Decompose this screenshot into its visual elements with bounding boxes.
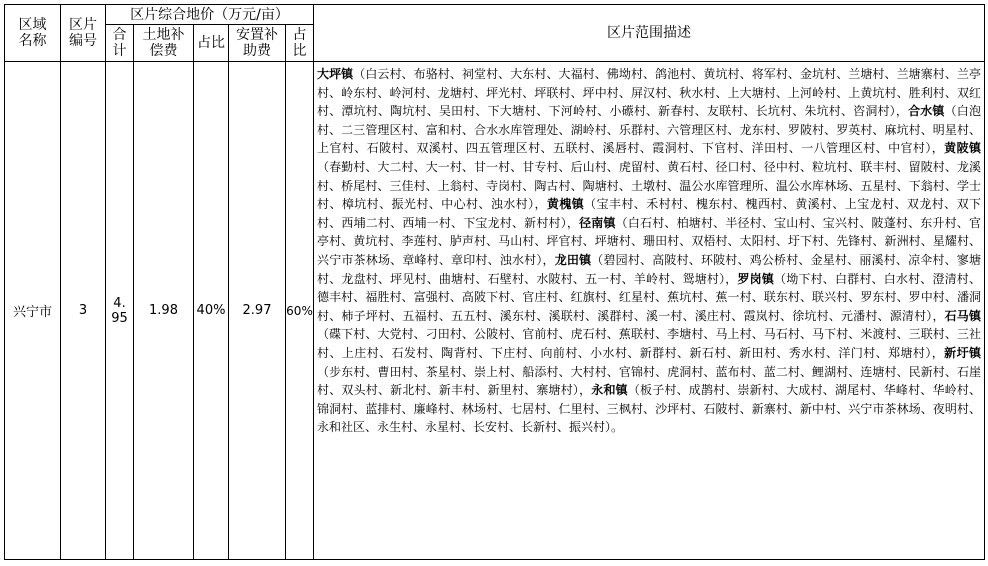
header-total: 合计 [106, 25, 134, 62]
header-region-name: 区域名称 [5, 5, 61, 62]
header-ratio-resettlement: 占比 [286, 25, 314, 62]
region-cell: 兴宁市 [5, 62, 61, 560]
scope-description-cell: 大坪镇（白云村、布骆村、祠堂村、大东村、大福村、佛坳村、鸽池村、黄坑村、将军村、金坑村、兰塘村、兰塘寨村、兰亭村、岭东村、岭河村、龙塘村、坪光村、坪联村、坪中村、屏汉村、秋水村、上大塘村、上河岭村、上黄坑村、胜利村、双红村、潭坑村、陶坑村、吴田村、下大塘村、下河岭村、小礤村、新春村、友联村、长坑村、朱坑村、咨洞村），合水镇（白泡村、二三管理区村、富和村、合水水库管理处、湖岭村、乐群村、六管理区村、龙东村、罗陂村、罗英村、麻坑村、明星村、上官村、石陂村、双溪村、四五管理区村、五联村、溪唇村、霞洞村、下官村、洋田村、一八管理区村、中官村），黄陂镇（春勤村、大二村、大一村、甘一村、甘专村、后山村、虎留村、黄石村、径口村、径中村、粒坑村、联丰村、留陂村、龙溪村、桥尾村、三佳村、上翁村、寺岗村、陶古村、陶塘村、土墩村、温公水库管理所、温公水库林场、五星村、下翁村、学士村、樟坑村、振光村、中心村、浊水村），黄槐镇（宝丰村、禾村村、槐东村、槐西村、黄溪村、上宝龙村、双龙村、双下村、西埔二村、西埔一村、下宝龙村、新村村），径南镇（白石村、柏塘村、半径村、宝山村、宝兴村、陂蓬村、东升村、官亭村、黄坑村、李莲村、胪声村、马山村、坪官村、坪塘村、珊田村、双梧村、太阳村、圩下村、先锋村、新洲村、星耀村、兴宁市茶林场、章峰村、章印村、浊水村），龙田镇（碧园村、高陂村、环陂村、鸡公桥村、金星村、丽溪村、凉伞村、寥塘村、龙盘村、坪见村、曲塘村、石壁村、水陂村、五一村、羊岭村、鸳塘村），罗岗镇（坳下村、白群村、白水村、澄清村、德丰村、福胜村、富强村、高陂下村、官庄村、红旗村、红星村、蕉坑村、蕉一村、联东村、联兴村、罗东村、罗中村、潘洞村、柿子坪村、五福村、五五村、溪东村、溪联村、溪群村、溪一村、溪庄村、霞岚村、徐坑村、元潘村、源清村），石马镇（碟下村、大党村、刁田村、公陂村、官前村、虎石村、蕉联村、李塘村、马上村、马石村、马下村、米渡村、三联村、三社村、上庄村、石发村、陶背村、下庄村、向前村、小水村、新群村、新石村、新田村、秀水村、洋门村、郑塘村），新圩镇（步东村、曹田村、茶星村、崇上村、船添村、大村村、官锦村、虎洞村、蓝布村、蓝二村、鲤湖村、连塘村、民新村、石崖村、双头村、新北村、新丰村、新里村、寨塘村），永和镇（板子村、成鹊村、崇新村、大成村、湖尾村、华峰村、华岭村、锦洞村、蓝排村、廉峰村、林场村、七居村、仁里村、三枫村、沙坪村、石陂村、新寨村、新中村、兴宁市茶林场、夜明村、永和社区、永生村、永星村、长安村、长新村、振兴村）。 [314, 62, 985, 560]
town-name: 石马镇 [944, 308, 981, 323]
header-comprehensive-price: 区片综合地价（万元/亩） [106, 5, 314, 25]
town-name: 新圩镇 [944, 345, 982, 360]
header-land-compensation: 土地补偿费 [134, 25, 194, 62]
resettlement-subsidy-cell: 2.97 [229, 62, 286, 560]
town-name: 合水镇 [908, 104, 945, 119]
header-resettlement-subsidy: 安置补助费 [229, 25, 286, 62]
header-scope-description: 区片范围描述 [314, 5, 985, 62]
village-list: （坳下村、白群村、白水村、澄清村、德丰村、福胜村、富强村、高陂下村、官庄村、红旗村、红星村、蕉坑村、蕉一村、联东村、联兴村、罗东村、罗中村、潘洞村、柿子坪村、五福村、五五村、溪东村、溪联村、溪群村、溪一村、溪庄村、霞岚村、徐坑村、元潘村、源清村） [317, 271, 982, 323]
land-compensation-cell: 1.98 [134, 62, 194, 560]
village-list: （宝丰村、禾村村、槐东村、槐西村、黄溪村、上宝龙村、双龙村、双下村、西埔二村、西埔一村、下宝龙村、新村村） [317, 197, 981, 230]
village-list: （板子村、成鹊村、崇新村、大成村、湖尾村、华峰村、华岭村、锦洞村、蓝排村、廉峰村、林场村、七居村、仁里村、三枫村、沙坪村、石陂村、新寨村、新中村、兴宁市茶林场、夜明村、永和社区、永生村、永星村、长安村、长新村、振兴村） [317, 383, 982, 435]
town-name: 大坪镇 [317, 67, 354, 81]
village-list: （白泡村、二三管理区村、富和村、合水水库管理处、湖岭村、乐群村、六管理区村、龙东村、罗陂村、罗英村、麻坑村、明星村、上官村、石陂村、双溪村、四五管理区村、五联村、溪唇村、霞洞村、下官村、洋田村、一八管理区村、中官村） [317, 104, 982, 156]
village-list: （白石村、柏塘村、半径村、宝山村、宝兴村、陂蓬村、东升村、官亭村、黄坑村、李莲村、胪声村、马山村、坪官村、坪塘村、珊田村、双梧村、太阳村、圩下村、先锋村、新洲村、星耀村、兴宁市茶林场、章峰村、章印村、浊水村） [317, 215, 982, 267]
town-name: 龙田镇 [554, 252, 592, 267]
village-list: （春勤村、大二村、大一村、甘一村、甘专村、后山村、虎留村、黄石村、径口村、径中村、粒坑村、联丰村、留陂村、龙溪村、桥尾村、三佳村、上翁村、寺岗村、陶古村、陶塘村、土墩村、温公水库管理所、温公水库林场、五星村、下翁村、学士村、樟坑村、振光村、中心村、浊水村） [317, 159, 982, 212]
town-name: 径南镇 [579, 215, 616, 230]
header-zone-number: 区片编号 [61, 5, 106, 62]
town-name: 黄槐镇 [546, 197, 585, 212]
ratio-resettlement-cell: 60% [286, 62, 314, 560]
town-name: 永和镇 [591, 383, 628, 398]
village-list: （碧园村、高陂村、环陂村、鸡公桥村、金星村、丽溪村、凉伞村、寥塘村、龙盘村、坪见村、曲塘村、石壁村、水陂村、五一村、羊岭村、鸳塘村） [317, 252, 981, 286]
town-name: 罗岗镇 [737, 271, 775, 286]
ratio-land-cell: 40% [194, 62, 229, 560]
village-list: （步东村、曹田村、茶星村、崇上村、船添村、大村村、官锦村、虎洞村、蓝布村、蓝二村、鲤湖村、连塘村、民新村、石崖村、双头村、新北村、新丰村、新里村、寨塘村） [317, 364, 982, 398]
zone-number-cell: 3 [61, 62, 106, 560]
town-name: 黄陂镇 [944, 141, 982, 156]
village-list: （碟下村、大党村、刁田村、公陂村、官前村、虎石村、蕉联村、李塘村、马上村、马石村、马下村、米渡村、三联村、三社村、上庄村、石发村、陶背村、下庄村、向前村、小水村、新群村、新石村、新田村、秀水村、洋门村、郑塘村） [317, 327, 982, 360]
header-ratio-land: 占比 [194, 25, 229, 62]
total-price-cell: 4.95 [106, 62, 134, 560]
village-list: （白云村、布骆村、祠堂村、大东村、大福村、佛坳村、鸽池村、黄坑村、将军村、金坑村、兰塘村、兰塘寨村、兰亭村、岭东村、岭河村、龙塘村、坪光村、坪联村、坪中村、屏汉村、秋水村、上大塘村、上河岭村、上黄坑村、胜利村、双红村、潭坑村、陶坑村、吴田村、下大塘村、下河岭村、小礤村、新春村、友联村、长坑村、朱坑村、咨洞村） [317, 67, 982, 119]
land-price-table [4, 4, 985, 560]
